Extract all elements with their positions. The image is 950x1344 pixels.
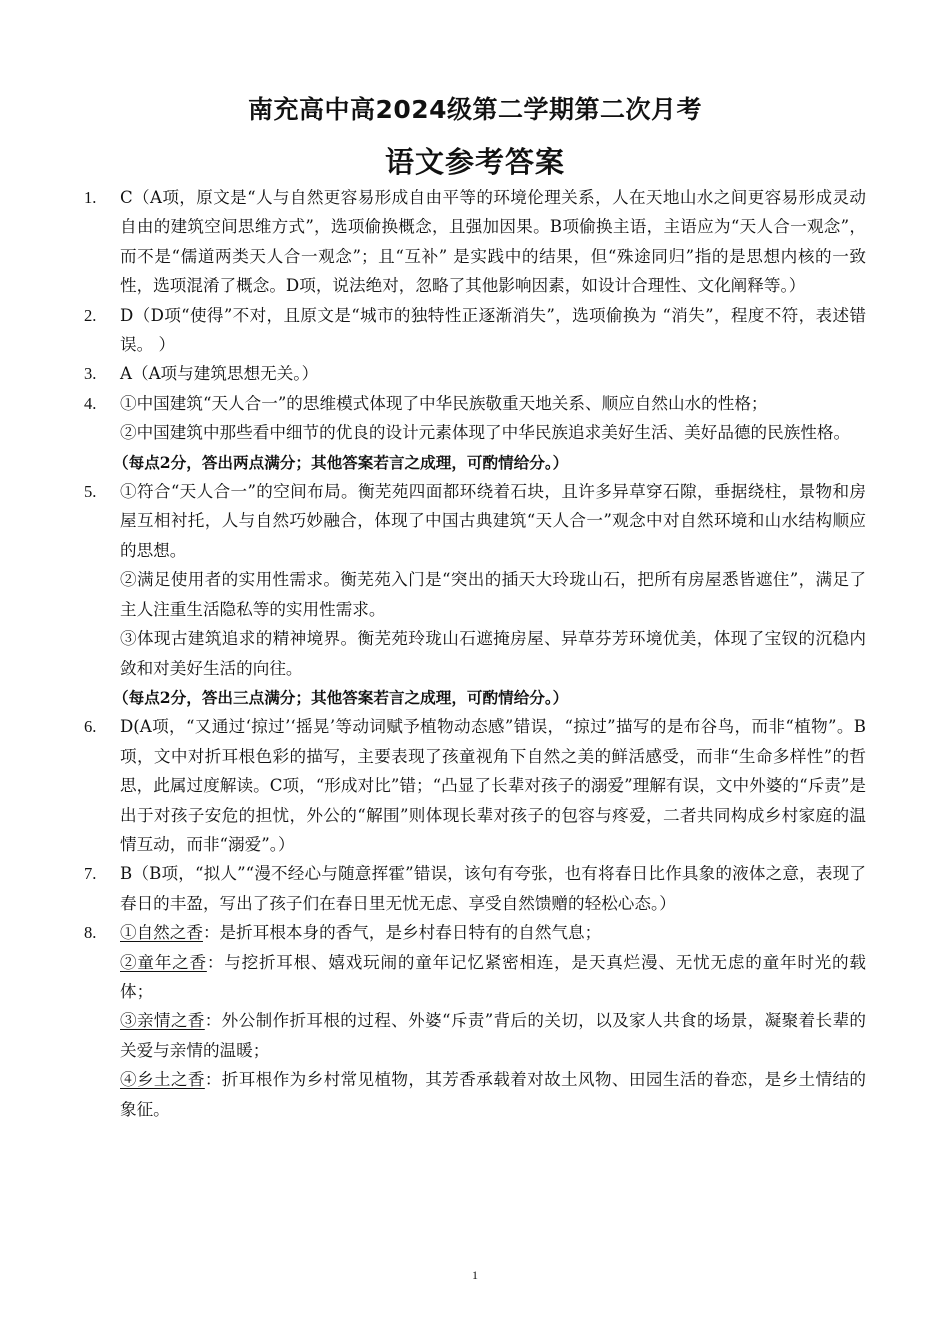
answer-point: ③体现古建筑追求的精神境界。衡芜苑玲珑山石遮掩房屋、异草芬芳环境优美，体现了宝钗的沉稳内敛和对美好生活的向往。 bbox=[120, 629, 866, 678]
answer-point bbox=[120, 918, 866, 947]
answer-number: 6. bbox=[84, 717, 97, 737]
point-label: ①自然之香 bbox=[120, 923, 203, 943]
answer-number: 4. bbox=[84, 393, 97, 413]
page-number: 1 bbox=[472, 1268, 478, 1282]
scoring-note: （每点2分，答出三点满分；其他答案若言之成理，可酌情给分。） bbox=[113, 687, 569, 707]
answer-number: 2. bbox=[84, 305, 97, 325]
answer-text: D（D项“使得”不对，且原文是“城市的独特性正逐渐消失”，选项偷换为 “消失”，程度不符，表述错误。 ） bbox=[120, 305, 866, 355]
answer-text: B（B项，“拟人”“漫不经心与随意挥霍”错误，该句有夸张，也有将春日比作具象的液体之意，表现了春日的丰盈，写出了孩子们在春日里无忧无虑、享受自然馈赠的轻松心态。） bbox=[120, 864, 866, 913]
exam-title: 南充高中高2024级第二学期第二次月考 bbox=[247, 95, 703, 124]
point-label: ④乡土之香 bbox=[120, 1070, 205, 1090]
answer-item-6 bbox=[84, 712, 866, 859]
point-text: ：与挖折耳根、嬉戏玩闹的童年记忆紧密相连，是天真烂漫、无忧无虑的童年时光的载体； bbox=[120, 952, 867, 1001]
answer-item-1 bbox=[84, 183, 866, 301]
answer-text: C（A项，原文是“人与自然更容易形成自由平等的环境伦理关系，人在天地山水之间更容易形成灵动自由的建筑空间思维方式”，选项偷换概念，且强加因果。B项偷换主语，主语应为“天人合一观念”，而不是“儒道两类天人合一观念”；且“互补” 是实践中的结果，但“殊途同归”指的是思想内核的一致性，选项混淆了概念。D项，说法绝对，忽略了其他影响因素，如设计合理性、文化阐释等。） bbox=[120, 188, 866, 296]
answer-item-7 bbox=[84, 859, 866, 918]
answer-number: 3. bbox=[84, 364, 97, 384]
answer-point: ②中国建筑中那些看中细节的优良的设计元素体现了中华民族追求美好生活、美好品德的民族性格。 bbox=[120, 423, 851, 443]
answer-item-8 bbox=[84, 918, 866, 947]
answer-point bbox=[120, 948, 866, 1007]
scoring-note: （每点2分，答出两点满分；其他答案若言之成理，可酌情给分。） bbox=[113, 452, 569, 472]
answer-item-4 bbox=[84, 389, 866, 418]
answer-number: 7. bbox=[84, 864, 97, 884]
answer-point: ①中国建筑“天人合一”的思维模式体现了中华民族敬重天地关系、顺应自然山水的性格； bbox=[120, 393, 768, 413]
answer-point bbox=[120, 1065, 866, 1124]
point-label: ②童年之香 bbox=[120, 952, 207, 972]
answer-text: A（A项与建筑思想无关。） bbox=[120, 364, 319, 384]
answer-number: 5. bbox=[84, 482, 97, 502]
answer-point: ②满足使用者的实用性需求。衡芜苑入门是“突出的插天大玲珑山石，把所有房屋悉皆遮住”，满足了主人注重生活隐私等的实用性需求。 bbox=[120, 570, 866, 619]
point-text: ：是折耳根本身的香气，是乡村春日特有的自然气息； bbox=[202, 923, 602, 943]
answer-item-2 bbox=[84, 301, 866, 360]
answer-point: ①符合“天人合一”的空间布局。衡芜苑四面都环绕着石块，且许多异草穿石隙，垂据绕柱，景物和房屋互相衬托，人与自然巧妙融合，体现了中国古典建筑“天人合一”观念中对自然环境和山水结构顺应的思想。 bbox=[120, 482, 866, 560]
answer-point bbox=[120, 1006, 866, 1065]
answer-list bbox=[84, 183, 866, 1124]
answer-number: 1. bbox=[84, 188, 97, 207]
point-text: ：折耳根作为乡村常见植物，其芳香承载着对故土风物、田园生活的眷恋，是乡土情结的象征。 bbox=[120, 1070, 867, 1119]
point-text: ：外公制作折耳根的过程、外婆“斥责”背后的关切，以及家人共食的场景，凝聚着长辈的关爱与亲情的温暖； bbox=[120, 1011, 866, 1060]
answer-text: D(A项，“又通过‘掠过’‘摇晃’等动词赋予植物动态感”错误，“掠过”描写的是布谷鸟，而非“植物”。B项，文中对折耳根色彩的描写，主要表现了孩童视角下自然之美的鲜活感受，而非“生命多样性”的哲思，此属过度解读。C项，“形成对比”错；“凸显了长辈对孩子的溺爱”理解有误，文中外婆的“斥责”是出于对孩子安危的担忧，外公的“解围”则体现长辈对孩子的包容与疼爱，二者共同构成乡村家庭的温情互动，而非“溺爱”。） bbox=[120, 717, 866, 854]
point-label: ③亲情之香 bbox=[120, 1011, 205, 1031]
answer-item-5 bbox=[84, 477, 866, 565]
document-subtitle: 语文参考答案 bbox=[384, 145, 565, 179]
answer-number: 8. bbox=[84, 923, 97, 943]
answer-item-3 bbox=[84, 359, 866, 388]
